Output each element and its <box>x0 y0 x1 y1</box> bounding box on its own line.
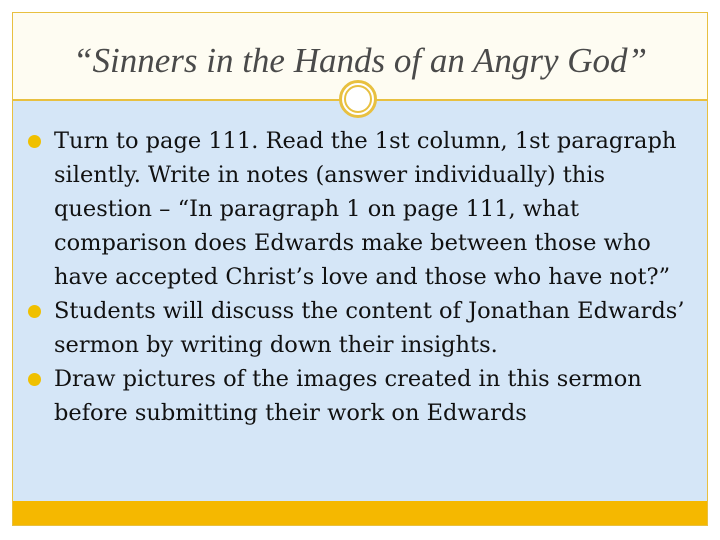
bullet-item-1 <box>20 124 700 294</box>
bullet-item-2 <box>20 294 700 362</box>
slide-title: “Sinners in the Hands of an Angry God” <box>73 41 647 80</box>
bullet-text-3: Draw pictures of the images created in this sermon before submitting their work on Edwards <box>54 366 642 426</box>
bullet-list <box>20 124 700 430</box>
bullet-text-1: Turn to page 111. Read the 1st column, 1st paragraph silently. Write in notes (answer individually) this question – “In paragraph 1 on page 111, what comparison does Edwards make between those who have accepted Christ’s love and those who have not?” <box>54 128 677 290</box>
ring-ornament-icon <box>339 80 377 118</box>
bullet-text-2: Students will discuss the content of Jonathan Edwards’ sermon by writing down their insights. <box>54 298 685 358</box>
footer-accent-bar <box>13 501 707 525</box>
bullet-item-3 <box>20 362 700 430</box>
bullet-dot-icon <box>28 135 41 148</box>
bullet-dot-icon <box>28 373 41 386</box>
bullet-dot-icon <box>28 305 41 318</box>
